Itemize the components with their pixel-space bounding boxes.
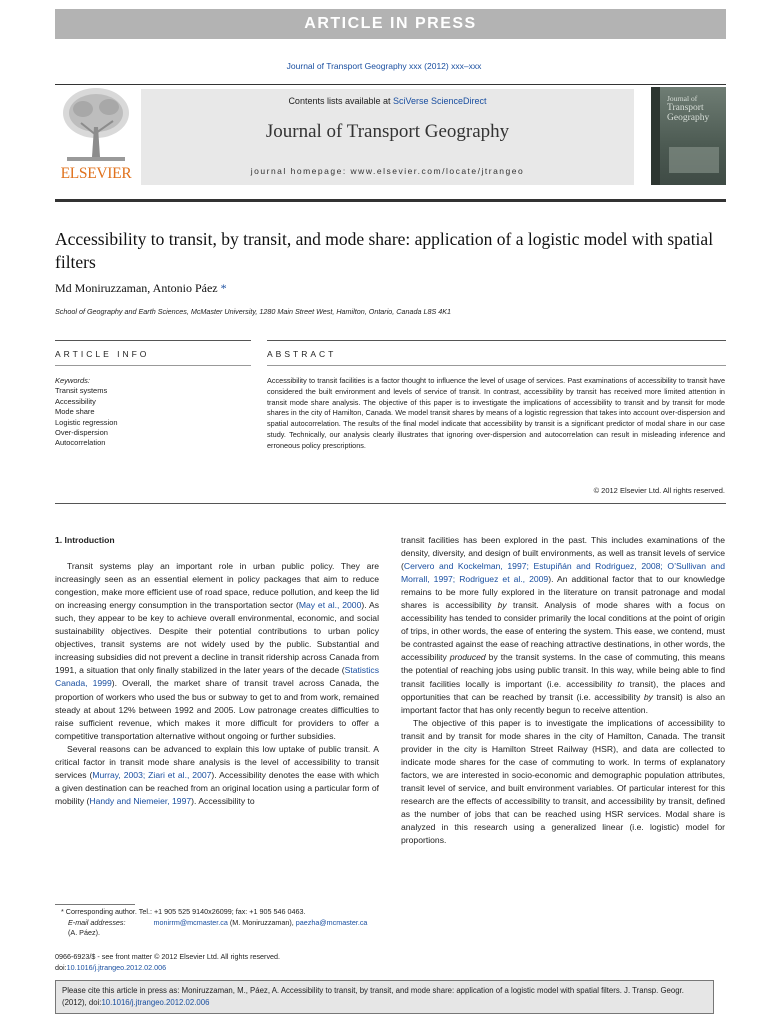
keywords-block [55, 376, 118, 449]
header-rule-top [55, 84, 726, 85]
cover-image [669, 147, 719, 173]
paragraph: The objective of this paper is to investigate the implications of accessibility to transit and by transit for mode shares in the city of Hamilton, Canada. The transit provider in the city is Hamilton Street Railway (HSR), and data are collected to indicate mode shares for the case of commuting to work. In terms of explanatory factors, we are interested in socio-economic and demographic population attributes, transit level of service, and built environment variables. Of particular interest for this research are the effects of accessibility to transit, and accessibility by transit, defined as the number of jobs that can be reached using HSR services. Modal share is analyzed in this research using a generalized linear (i.e. logistic) model for proportions. [401, 717, 725, 846]
article-info-subrule [55, 365, 251, 366]
journal-homepage[interactable]: journal homepage: www.elsevier.com/locate/jtrangeo [250, 166, 525, 176]
footnote-rule [55, 904, 135, 905]
citation-link[interactable]: May et al., 2000 [298, 600, 362, 611]
doi-link[interactable]: 10.1016/j.jtrangeo.2012.02.006 [101, 998, 210, 1007]
cover-title: Journal of Transport Geography [667, 94, 710, 123]
front-matter [55, 952, 280, 973]
journal-cover-thumbnail[interactable] [651, 87, 726, 185]
elsevier-wordmark: ELSEVIER [60, 165, 132, 182]
citation-link[interactable]: Statistics Canada, 1999 [55, 665, 379, 689]
keyword: Logistic regression [55, 417, 118, 427]
footnote [55, 907, 375, 939]
article-info-heading: ARTICLE INFO [55, 349, 150, 359]
tree-icon [61, 87, 131, 165]
issn-line: 0966-6923/$ - see front matter © 2012 Elsevier Ltd. All rights reserved. [55, 952, 281, 961]
abstract-rule [267, 340, 726, 341]
paragraph: Transit systems play an important role in urban public policy. They are increasingly seen as an essential element in policy packages that aim to reduce congestion, make more efficient use of road space, reduce pollution, and keep the lid on increasing energy consumption in the transportation sector (May et al., 2000). As such, they appear to be key to achieve overall environmental, economic, and social sustainability objectives. Despite their potential contributions to urban policy objectives, transit systems are not widely used by the public. Substantial and increasing subsidies did not prevent a decline in transit ridership across Canada from 1991, a situation that only finally stabilized in the later years of the decade (Statistics Canada, 1999). Overall, the market share of transit travel across Canada, the proportion of workers who used the bus or subway to get to and from work, remained steady at about 12% between 1992 and 2005. Low patronage creates difficulties to raise sufficient revenue, which makes it more difficult for providers to offer a competitive transportation alternative without ongoing or further subsidies. [55, 561, 379, 741]
section-heading-introduction: 1. Introduction [55, 535, 115, 545]
citation-link[interactable]: Cervero and Kockelman, 1997; Estupiñán and Rodriguez, 2008; O’Sullivan and Morrall, 1997; Rodriguez et al., 2009 [401, 561, 725, 585]
article-in-press-banner: ARTICLE IN PRESS [55, 9, 726, 39]
article-title: Accessibility to transit, by transit, and mode share: application of a logistic model with spatial filters [55, 229, 714, 272]
cite-this-article-box: Please cite this article in press as: Moniruzzaman, M., Páez, A. Accessibility to transit, by transit, and mode share: application of a logistic model with spatial filters. J. Transp. Geogr. (2012), doi:10.1016/j.jtrangeo.2012.02.006 [55, 980, 714, 1014]
keyword: Over-dispersion [55, 428, 108, 438]
copyright-notice: © 2012 Elsevier Ltd. All rights reserved. [593, 486, 725, 495]
abstract-heading: ABSTRACT [267, 349, 337, 359]
email-link[interactable]: paezha@mcmaster.ca [295, 917, 368, 927]
citation-link[interactable]: Handy and Niemeier, 1997 [89, 795, 192, 806]
journal-title: Journal of Transport Geography [265, 121, 510, 142]
keyword: Autocorrelation [55, 438, 106, 448]
keyword: Mode share [55, 407, 95, 417]
header-rule-bottom [55, 199, 726, 202]
cover-spine [651, 87, 660, 185]
keywords-label: Keywords: [55, 376, 91, 385]
keyword: Transit systems [55, 386, 108, 396]
abstract-subrule [267, 365, 726, 366]
journal-citation-line[interactable]: Journal of Transport Geography xxx (2012) xxx–xxx [286, 61, 482, 71]
left-column [55, 534, 379, 808]
email-link[interactable]: monirrm@mcmaster.ca [153, 917, 228, 927]
abstract-text: Accessibility to transit facilities is a factor thought to influence the level of usage of services. Past examinations of accessibility to transit have considered the built environment and levels of service of transit. In contrast, accessibility by transit has received more limited attention in transit mode share analysis. The objective of this paper is to investigate the implications of accessibility to transit and by transit for mode shares in the city of Hamilton, Canada. We model transit shares by means of a logistic regression that takes into account over-dispersion and spatial autocorrelation. The results of the final model indicate that accessibility by transit is a significant predictor of modal share in our case study. Technically, our analysis clearly illustrates that ignoring over-dispersion and autocorrelation can result in misleading inference and erroneous policy prescriptions. [267, 376, 725, 450]
corresponding-author-note: * Corresponding author. Tel.: +1 905 525 9140x26099; fax: +1 905 546 0463. [61, 907, 306, 916]
elsevier-logo[interactable] [55, 87, 137, 185]
doi-line: doi:10.1016/j.jtrangeo.2012.02.006 [55, 962, 167, 972]
article-info-rule [55, 340, 251, 341]
affiliation: School of Geography and Earth Sciences, McMaster University, 1280 Main Street West, Hamilton, Ontario, Canada L8S 4K1 [55, 307, 452, 316]
paragraph: Several reasons can be advanced to explain this low uptake of public transit. A critical factor in transit mode share analysis is the level of accessibility to transit services (Murray, 2003; Ziari et al., 2007). Accessibility denotes the ease with which a given destination can be reached from an original location using a particular form of mobility (Handy and Niemeier, 1997). Accessibility to [55, 743, 379, 806]
paragraph: transit facilities has been explored in the past. This includes examinations of the density, diversity, and design of built environments, as well as transit levels of service (Cervero and Kockelman, 1997; Estupiñán and Rodriguez, 2008; O’Sullivan and Morrall, 1997; Rodriguez et al., 2009). An additional factor that to our knowledge remains to be more fully explored in the literature on transit patronage and modal shares is accessibility by transit. Analysis of mode shares with a focus on accessibility has tended to consider primarily the local conditions at the point of origin of trips, in other words, the ease of entering the system. This ease, we contend, must be contrasted against the ease of reaching attractive destinations, in other words, the accessibility produced by the transit systems. In the case of commuting, this means the potential of reaching jobs using public transit. In this way, while being able to find transit facilities locally is important (i.e. accessibility to transit), the places and opportunities that can be reached by transit (i.e. accessibility by transit) is also an important factor that has only recently begun to receive attention. [401, 535, 726, 715]
contents-line: Contents lists available at SciVerse ScienceDirect [288, 96, 487, 106]
journal-masthead [141, 89, 634, 185]
email-addresses: E-mail addresses: monirrm@mcmaster.ca (M. Moniruzzaman), paezha@mcmaster.ca (A. Páez). [68, 917, 368, 938]
abstract-end-rule [55, 503, 726, 504]
author-list: Md Moniruzzaman, Antonio Páez * [55, 281, 227, 295]
keyword: Accessibility [55, 396, 96, 406]
corresponding-author-mark[interactable]: * [220, 281, 227, 295]
citation-link[interactable]: Murray, 2003; Ziari et al., 2007 [92, 769, 212, 780]
right-column [401, 534, 725, 847]
doi-link[interactable]: 10.1016/j.jtrangeo.2012.02.006 [66, 962, 167, 972]
sciencedirect-link[interactable]: SciVerse ScienceDirect [393, 96, 487, 106]
